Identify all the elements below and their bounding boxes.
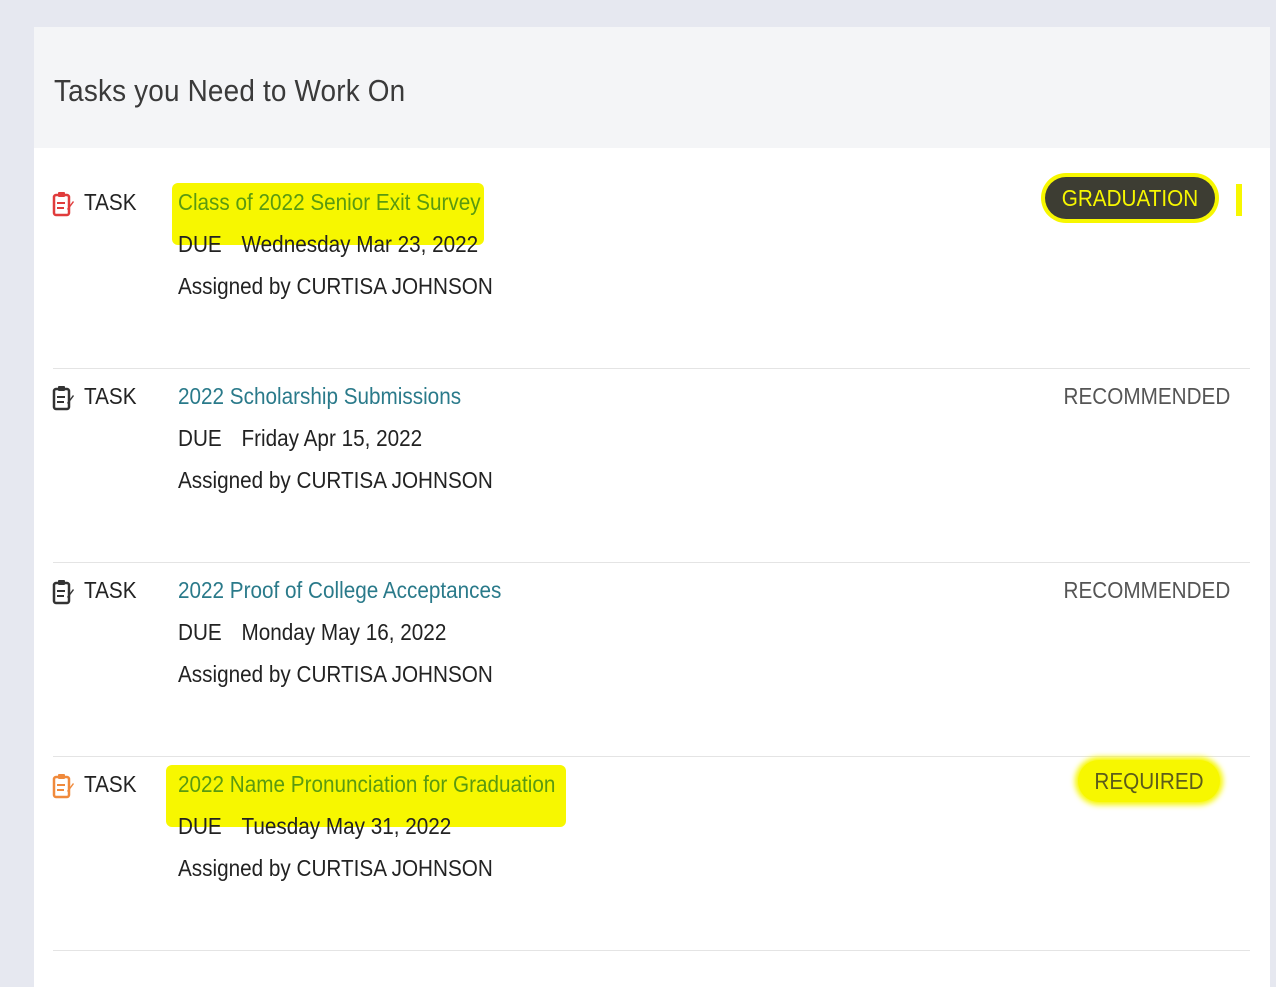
page-title: Tasks you Need to Work On [54,73,406,108]
due-label: DUE [178,425,222,451]
clipboard-icon [52,579,74,605]
due-date: Monday May 16, 2022 [241,619,447,645]
task-assigned-by: Assigned by CURTISA JOHNSON [178,661,493,687]
task-type-label: TASK [84,771,137,797]
graduation-tag-label: GRADUATION [1061,185,1199,211]
task-tag-graduation [1045,177,1215,219]
task-tag-required [1078,760,1220,802]
task-row [34,369,1270,563]
task-assigned-by: Assigned by CURTISA JOHNSON [178,855,493,881]
task-tag-recommended: RECOMMENDED [1063,577,1230,603]
task-due [178,813,451,840]
task-title-link[interactable]: 2022 Proof of College Acceptances [178,577,502,603]
due-date: Wednesday Mar 23, 2022 [241,231,479,257]
due-date: Tuesday May 31, 2022 [241,813,452,839]
task-due [178,231,478,258]
task-title-link[interactable]: 2022 Name Pronunciation for Graduation [178,771,556,797]
task-due [178,619,446,646]
task-assigned-by: Assigned by CURTISA JOHNSON [178,467,493,493]
clipboard-icon [52,773,74,799]
clipboard-icon [52,191,74,217]
highlight-mark [1236,184,1242,216]
due-label: DUE [178,231,222,257]
task-type-label: TASK [84,189,137,215]
tasks-panel [34,27,1270,987]
panel-header [34,27,1270,148]
due-date: Friday Apr 15, 2022 [241,425,423,451]
task-title-link[interactable]: 2022 Scholarship Submissions [178,383,462,409]
required-tag-label: REQUIRED [1094,768,1204,794]
task-assigned-by: Assigned by CURTISA JOHNSON [178,273,493,299]
task-row [34,563,1270,757]
task-type-label: TASK [84,577,137,603]
task-title-link[interactable]: Class of 2022 Senior Exit Survey [178,189,481,215]
clipboard-icon [52,385,74,411]
due-label: DUE [178,619,222,645]
row-divider [53,950,1250,951]
due-label: DUE [178,813,222,839]
task-type-label: TASK [84,383,137,409]
task-due [178,425,422,452]
task-tag-recommended: RECOMMENDED [1063,383,1230,409]
